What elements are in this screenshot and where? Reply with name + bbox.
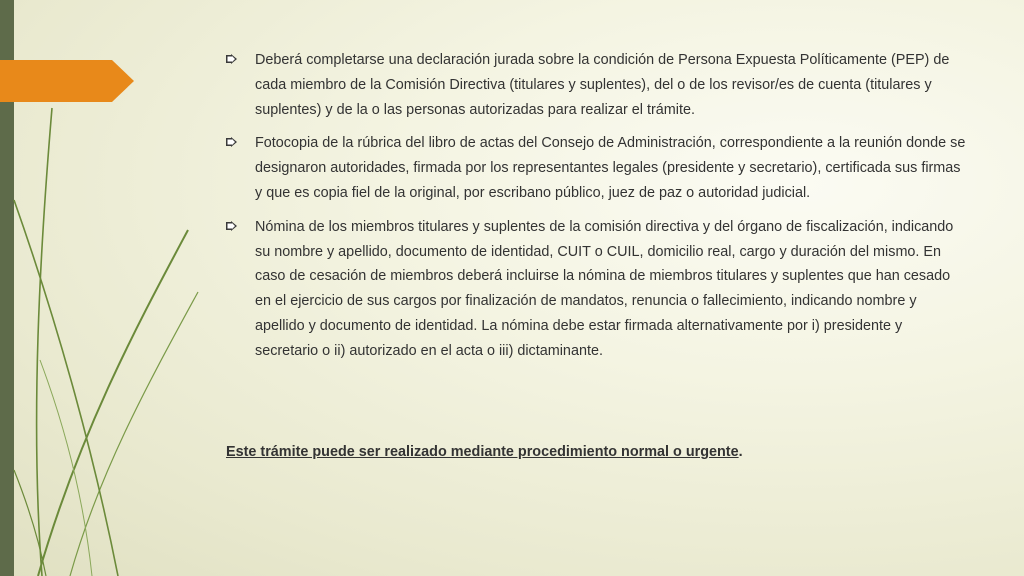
arrow-bullet-icon <box>226 137 237 147</box>
bullet-text: Nómina de los miembros titulares y suplentes de la comisión directiva y del órgano de fiscalización, indicando su nombre y apellido, documento de identidad, CUIT o CUIL, domicilio real, cargo y duración del mismo. En caso de cesación de miembros deberá incluirse la nómina de miembros titulares y suplentes que han cesado en el ejercicio de sus cargos por finalización de mandatos, renuncia o fallecimiento, indicando nombre y apellido y documento de identidad. La nómina debe estar firmada alternativamente por i) presidente y secretario o ii) autorizado en el acta o iii) dictaminante. <box>255 218 954 359</box>
slide-content <box>226 48 966 373</box>
closing-statement <box>226 444 743 460</box>
arrow-bullet-icon <box>226 221 237 231</box>
closing-suffix: . <box>738 444 743 460</box>
bullet-text: Fotocopia de la rúbrica del libro de actas del Consejo de Administración, correspondiente a la reunión donde se designaron autoridades, firmada por los representantes legales (presidente y secretario), certificada sus firmas y que es copia fiel de la original, por escribano público, juez de paz o autoridad judicial. <box>255 135 966 201</box>
bullet-text: Deberá completarse una declaración jurada sobre la condición de Persona Expuesta Políticamente (PEP) de cada miembro de la Comisión Directiva (titulares y suplentes), del o de los revisor/es de cuenta (titulares y suplentes) y de la o las personas autorizadas para realizar el trámite. <box>255 52 950 118</box>
bullet-item-nomina <box>226 215 966 364</box>
bullet-item-fotocopia <box>226 131 966 205</box>
arrow-bullet-icon <box>226 54 237 64</box>
orange-tab <box>0 60 134 102</box>
bullet-item-pep <box>226 48 966 122</box>
closing-text: Este trámite puede ser realizado mediante procedimiento normal o urgente <box>226 444 739 460</box>
